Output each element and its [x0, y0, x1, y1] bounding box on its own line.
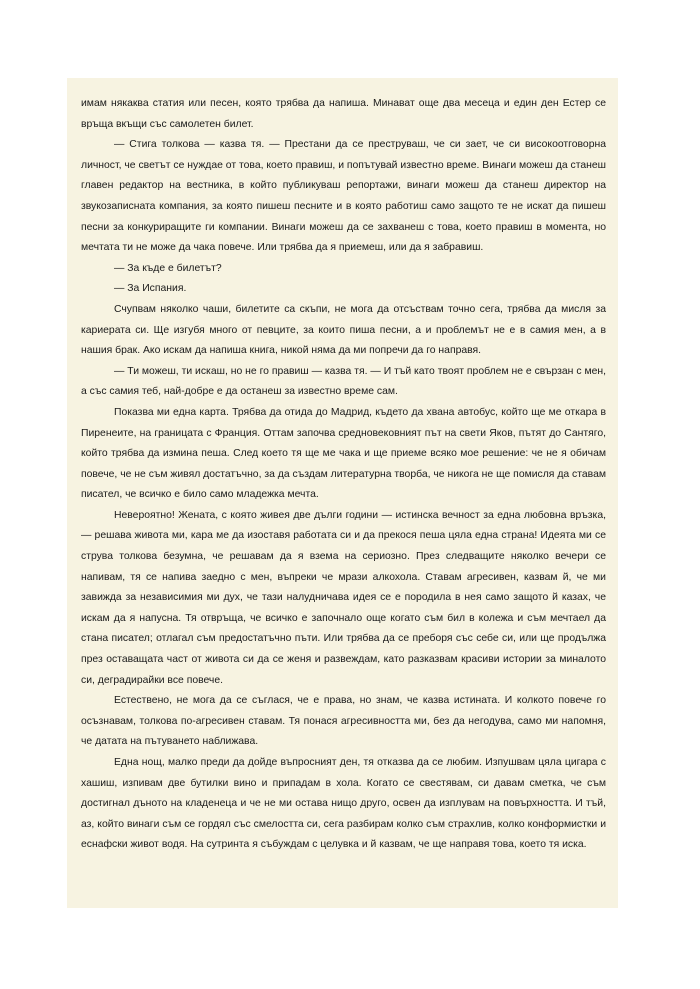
paragraph: Естествено, не мога да се съглася, че е права, но знам, че казва истината. И колкото повече го осъзнавам, толкова по-агресивен ставам. Тя понася агресивността ми, без да негодува, само ми напомня, че датата на пътуването наближава.	[81, 695, 606, 748]
paragraph: имам някаква статия или песен, която трябва да напиша. Минават още два месеца и един ден Естер се връща вкъщи със самолетен билет.	[81, 98, 606, 130]
paragraph: — За къде е билетът?	[114, 262, 222, 274]
paragraph: Показва ми една карта. Трябва да отида до Мадрид, където да хвана автобус, който ще ме откара в Пиренеите, на границата с Франция. Оттам започва средновековният път на свети Яков, пътят до Сантяго, който трябва да измина пеша. След което тя ще ме чака и ще приеме всяко мое решение: че не я обичам повече, че не съм живял достатъчно, за да създам литературна творба, че никога не ще помисля да ставам писател, че всичко е било само младежка мечта.	[81, 406, 606, 501]
paragraph: Една нощ, малко преди да дойде въпросният ден, тя отказва да се любим. Изпушвам цяла цигара с хашиш, изпивам две бутилки вино и припадам в хола. Когато се свестявам, си давам сметка, че съм достигнал дъното на кладенеца и че не ми остава нищо друго, освен да изплувам на повърхността. И тъй, аз, който винаги съм се гордял със смелостта си, сега разбирам колко съм страхлив, колко конформистки и еснафски живот водя. На сутринта я събуждам с целувка и й казвам, че ще направя това, което тя иска.	[81, 757, 606, 851]
body-text	[81, 94, 606, 856]
paragraph: — Стига толкова — казва тя. — Престани да се преструваш, че си зает, че си високоотговорна личност, че светът се нуждае от това, което правиш, и попътувай известно време. Винаги можеш да станеш главен редактор на вестника, в който публикуваш репортажи, винаги можеш да станеш директор на звукозаписната компания, за която пишеш песните и в която работиш само защото те не искат да пишеш песни за конкуриращите ги компании. Винаги можеш да се захванеш с това, което правиш в момента, но мечтата ти не може да чака повече. Или трябва да я приемеш, или да я забравиш.	[81, 139, 606, 254]
document-page	[67, 78, 618, 908]
paragraph: Счупвам няколко чаши, билетите са скъпи, не мога да отсъствам точно сега, трябва да мисля за кариерата си. Ще изгубя много от певците, за които пиша песни, а и проблемът не е в самия мен, а в нашия брак. Ако искам да напиша книга, никой няма да ми попречи да го направя.	[81, 303, 606, 357]
paragraph: — За Испания.	[114, 283, 187, 295]
paragraph: Невероятно! Жената, с която живея две дълги години — истинска вечност за една любовна връзка, — решава живота ми, кара ме да изоставя работата си и да прекося пеша цяла една страна! Идеята ми се струва толкова безумна, че решавам да я взема на сериозно. През следващите няколко вечери се напивам, тя се напива заедно с мен, въпреки че мрази алкохола. Ставам агресивен, казвам й, че ми завижда за независимия ми дух, че тази налудничава идея се е породила в нея само защото й казах, че искам да я напусна. Тя отвръща, че всичко е започнало още когато съм бил в колежа и съм мечтаел да стана писател; отлагал съм предостатъчно пъти. Или трябва да се преборя със себе си, или ще продължа през оставащата част от живота си да се женя и развеждам, като разказвам красиви истории за миналото си, деградирайки все повече.	[81, 509, 606, 686]
paragraph: — Ти можеш, ти искаш, но не го правиш — казва тя. — И тъй като твоят проблем не е свързан с мен, а със самия теб, най-добре е да останеш за известно време сам.	[81, 365, 606, 398]
